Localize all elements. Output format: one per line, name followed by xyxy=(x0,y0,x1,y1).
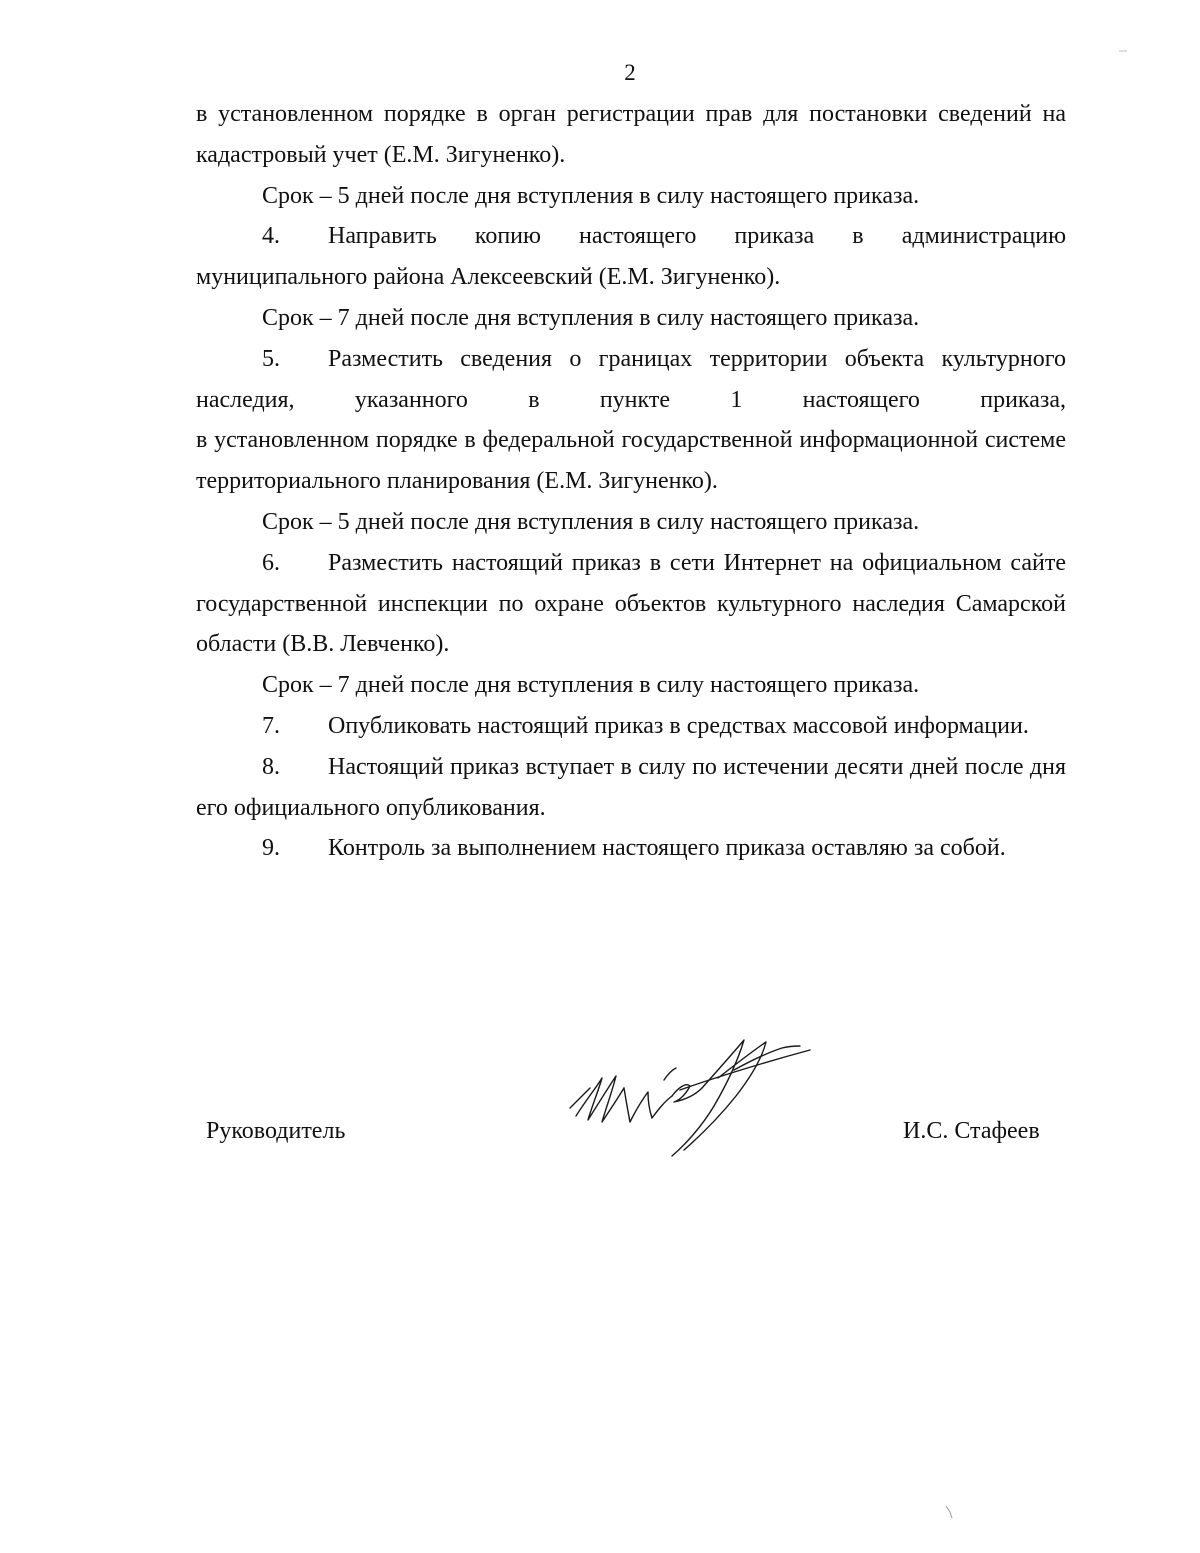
deadline-item-4: Срок – 7 дней после дня вступления в силу настоящего приказа. xyxy=(262,304,920,331)
item-5-text: Разместить сведения о границах территории объекта культурного наследия, указанного в пункте 1 настоящего приказа, xyxy=(196,345,1066,413)
item-4 xyxy=(196,216,1066,298)
page-number: 2 xyxy=(624,60,636,85)
item-8-text: Настоящий приказ вступает в силу по истечении десяти дней после дня его официального опубликования. xyxy=(196,753,1066,821)
document-body xyxy=(196,94,1066,869)
deadline-item-5: Срок – 5 дней после дня вступления в силу настоящего приказа. xyxy=(262,508,920,535)
item-number: 7. xyxy=(262,712,280,739)
scan-artifact xyxy=(1118,48,1128,54)
item-number: 4. xyxy=(262,223,280,250)
item-number: 8. xyxy=(262,753,280,780)
signatory-position: Руководитель xyxy=(206,1118,346,1144)
deadline-item-6: Срок – 7 дней после дня вступления в силу настоящего приказа. xyxy=(262,672,920,699)
paragraph-continuation: в установленном порядке в орган регистрации прав для постановки сведений на кадастровый учет (Е.М. Зигуненко). xyxy=(196,101,1066,168)
handwritten-signature xyxy=(568,1030,818,1165)
item-9-text: Контроль за выполнением настоящего приказа оставляю за собой. xyxy=(328,835,1006,862)
item-7-text: Опубликовать настоящий приказ в средствах массовой информации. xyxy=(328,712,1029,739)
item-7 xyxy=(196,706,1066,747)
item-5 xyxy=(196,339,1066,421)
item-9 xyxy=(196,828,1066,869)
item-6 xyxy=(196,543,1066,665)
item-number: 5. xyxy=(262,345,280,372)
scan-artifact xyxy=(944,1504,956,1520)
deadline-item-3: Срок – 5 дней после дня вступления в силу настоящего приказа. xyxy=(262,182,920,209)
item-number: 6. xyxy=(262,549,280,576)
signature-block xyxy=(0,1030,1200,1170)
item-5-continuation: в установленном порядке в федеральной государственной информационной системе территориального планирования (Е.М. Зигуненко). xyxy=(196,427,1066,495)
item-8 xyxy=(196,747,1066,829)
signatory-name: И.С. Стафеев xyxy=(903,1118,1040,1144)
item-6-text: Разместить настоящий приказ в сети Интернет на официальном сайте государственной инспекции по охране объектов культурного наследия Самарской области (В.В. Левченко). xyxy=(196,549,1066,658)
item-4-text: Направить копию настоящего приказа в администрацию муниципального района Алексеевский (Е.М. Зигуненко). xyxy=(196,223,1066,291)
item-number: 9. xyxy=(262,835,280,862)
